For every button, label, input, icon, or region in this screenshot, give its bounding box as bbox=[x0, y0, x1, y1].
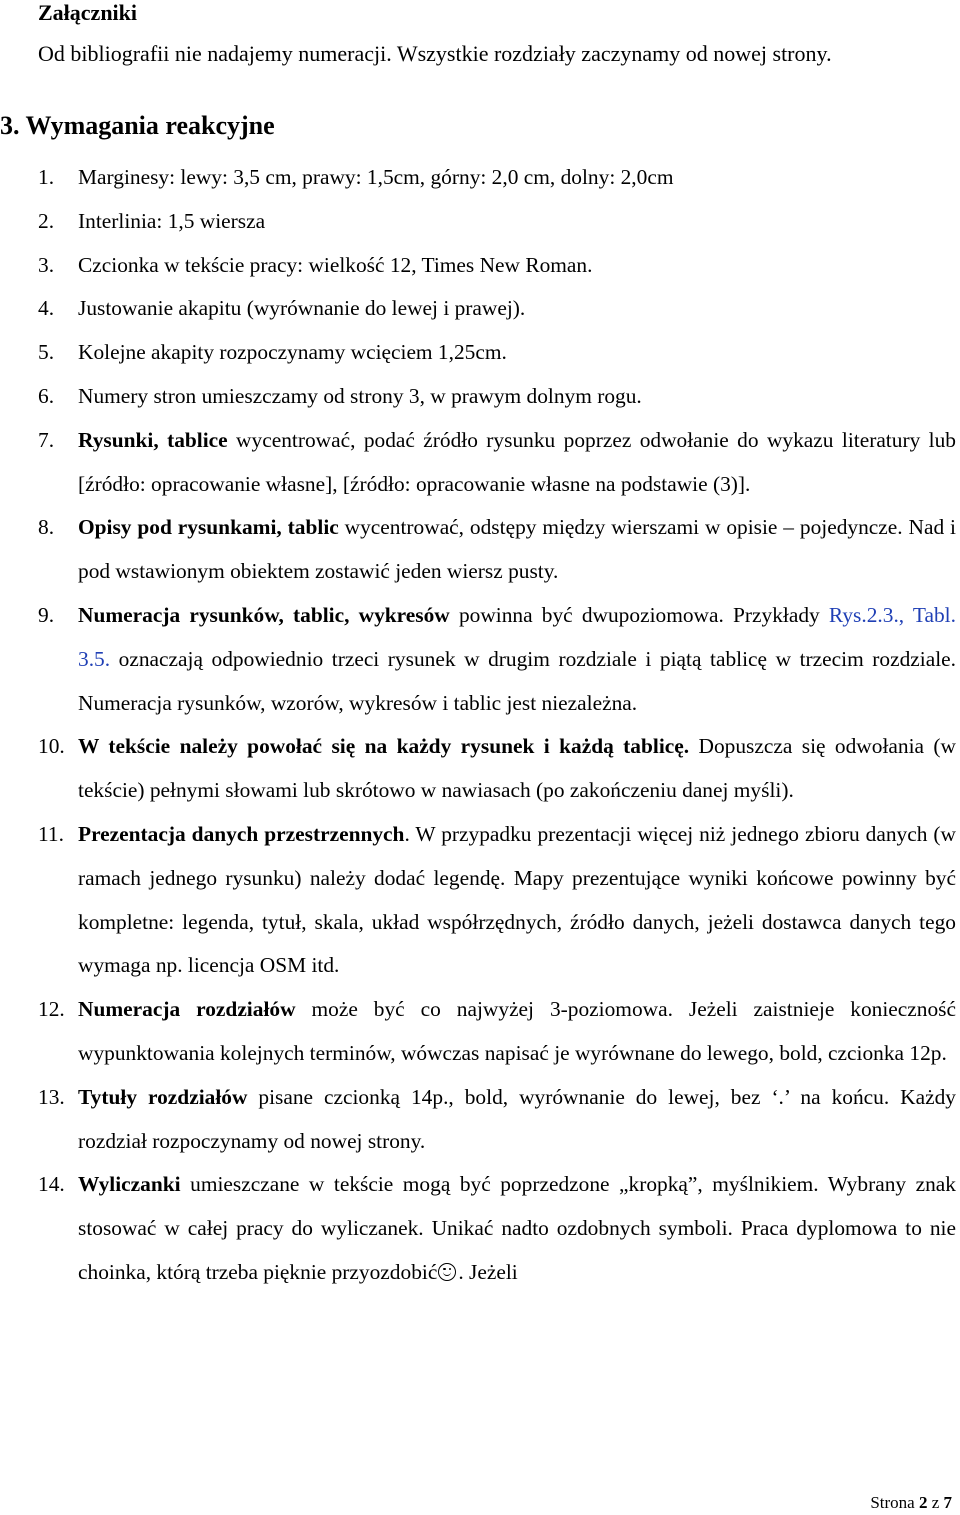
item-number: 9. bbox=[38, 602, 55, 627]
item-number: 6. bbox=[38, 383, 55, 408]
section-title: 3. Wymagania reakcyjne bbox=[0, 111, 275, 140]
item-number: 5. bbox=[38, 340, 55, 365]
list-item bbox=[38, 1076, 956, 1164]
list-item bbox=[38, 419, 956, 507]
item-text: może być co najwyżej 3-poziomowa. Jeżeli zaistnieje konieczność wypunktowania kolejnych terminów, wówczas napisać je wyrównane do lewego, bold, czcionka 12p. bbox=[78, 997, 956, 1065]
item-bold-text: W tekście należy powołać się na każdy rysunek i każdą tablicę. bbox=[78, 734, 690, 759]
current-page-number: 2 bbox=[918, 1493, 928, 1512]
item-text: Dopuszcza się odwołania (w tekście) pełnymi słowami lub skrótowo w nawiasach (po zakończeniu danej myśli). bbox=[78, 734, 956, 803]
item-number: 8. bbox=[38, 515, 55, 540]
list-item bbox=[38, 156, 956, 200]
item-bold-text: Wyliczanki bbox=[78, 1172, 181, 1197]
item-number: 4. bbox=[38, 296, 55, 321]
list-item bbox=[38, 375, 956, 419]
list-item bbox=[38, 988, 956, 1076]
item-text: wycentrować, podać źródło rysunku poprzez odwołanie do wykazu literatury lub [źródło: opracowanie własne], [źródło: opracowanie własne na podstawie (3)]. bbox=[78, 427, 956, 496]
item-text-continued: . Jeżeli bbox=[458, 1259, 518, 1284]
item-number: 7. bbox=[38, 427, 55, 452]
item-number: 2. bbox=[38, 208, 55, 233]
item-text: Marginesy: lewy: 3,5 cm, prawy: 1,5cm, górny: 2,0 cm, dolny: 2,0cm bbox=[78, 165, 674, 189]
figure-reference-example: Rys.2.3., Tabl. 3.5. bbox=[78, 602, 956, 671]
item-number: 10. bbox=[38, 734, 65, 759]
item-bold-text: Prezentacja danych przestrzennych bbox=[78, 821, 405, 846]
item-text: Kolejne akapity rozpoczynamy wcięciem 1,25cm. bbox=[78, 340, 507, 365]
intro-paragraph: Od bibliografii nie nadajemy numeracji. Wszystkie rozdziały zaczynamy od nowej strony. bbox=[38, 41, 832, 66]
item-text: Interlinia: 1,5 wiersza bbox=[78, 208, 266, 233]
footer-middle: z bbox=[927, 1493, 944, 1512]
smiley-icon bbox=[438, 1263, 456, 1281]
list-item bbox=[38, 594, 956, 725]
footer-prefix: Strona bbox=[870, 1493, 919, 1512]
item-bold-text: Numeracja rysunków, tablic, wykresów bbox=[78, 602, 450, 627]
item-number: 11. bbox=[38, 821, 64, 846]
requirements-list bbox=[38, 156, 956, 1295]
total-pages: 7 bbox=[943, 1493, 952, 1512]
item-bold-text: Rysunki, tablice bbox=[78, 427, 228, 452]
item-bold-text: Opisy pod rysunkami, tablic bbox=[78, 515, 339, 540]
item-text: Justowanie akapitu (wyrównanie do lewej i prawej). bbox=[78, 296, 526, 321]
list-item bbox=[38, 287, 956, 331]
list-item bbox=[38, 1163, 956, 1294]
item-number: 14. bbox=[38, 1172, 65, 1197]
item-text: pisane czcionką 14p., bold, wyrównanie do lewej, bez ‘.’ na końcu. Każdy rozdział rozpoczynamy od nowej strony. bbox=[78, 1084, 956, 1153]
item-text: wycentrować, odstępy między wierszami w opisie – pojedyncze. Nad i pod wstawionym obiektem zostawić jeden wiersz pusty. bbox=[78, 515, 956, 584]
item-bold-text: Numeracja rozdziałów bbox=[78, 997, 296, 1022]
attachments-heading: Załączniki bbox=[38, 0, 138, 25]
item-text: . W przypadku prezentacji więcej niż jednego zbioru danych (w ramach jednego rysunku) należy dodać legendę. Mapy prezentujące wyniki końcowe powinny być kompletne: legenda, tytuł, skala, układ współrzędnych, źródło danych, jeżeli dostawca danych tego wymaga np. licencja OSM itd. bbox=[78, 821, 956, 978]
list-item bbox=[38, 813, 956, 988]
list-item bbox=[38, 244, 956, 288]
item-text: powinna być dwupoziomowa. Przykłady bbox=[449, 602, 829, 627]
item-number: 3. bbox=[38, 252, 55, 277]
item-text-continued: oznaczają odpowiednio trzeci rysunek w drugim rozdziale i piątą tablicę w trzecim rozdziale. Numeracja rysunków, wzorów, wykresów i tablic jest niezależna. bbox=[78, 646, 956, 715]
list-item bbox=[38, 506, 956, 594]
item-text: umieszczane w tekście mogą być poprzedzone „kropką”, myślnikiem. Wybrany znak stosować w całej pracy do wyliczanek. Unikać nadto ozdobnych symboli. Praca dyplomowa to nie choinka, którą trzeba pięknie przyozdobić bbox=[78, 1172, 956, 1284]
list-item bbox=[38, 331, 956, 375]
list-item bbox=[38, 200, 956, 244]
item-number: 13. bbox=[38, 1084, 65, 1109]
item-text: Czcionka w tekście pracy: wielkość 12, Times New Roman. bbox=[78, 252, 593, 277]
list-item bbox=[38, 725, 956, 813]
item-text: Numery stron umieszczamy od strony 3, w prawym dolnym rogu. bbox=[78, 383, 642, 408]
item-bold-text: Tytuły rozdziałów bbox=[78, 1084, 248, 1109]
item-number: 12. bbox=[38, 997, 65, 1022]
item-number: 1. bbox=[38, 165, 55, 189]
page-footer bbox=[870, 1493, 952, 1513]
